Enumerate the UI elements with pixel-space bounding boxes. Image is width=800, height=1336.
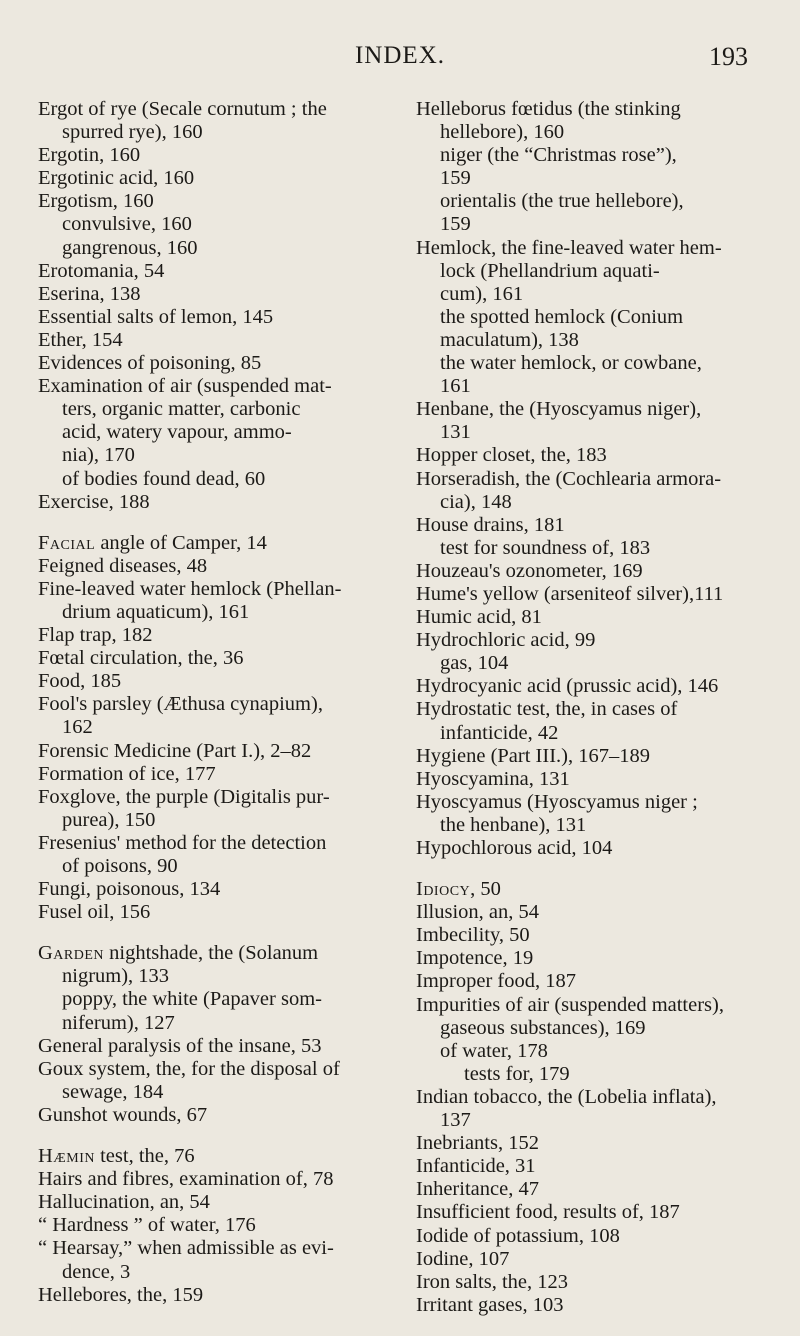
index-entry: Humic acid, 81 xyxy=(416,606,542,629)
index-subentry: the spotted hemlock (Conium xyxy=(440,305,684,328)
section-gap xyxy=(416,860,788,878)
entry-text: , 50 xyxy=(470,878,501,901)
index-entry: Improper food, 187 xyxy=(416,970,576,993)
index-subentry: infanticide, 42 xyxy=(440,721,559,744)
index-column-right xyxy=(416,98,788,1317)
index-entry: Hairs and fibres, examination of, 78 xyxy=(38,1168,334,1191)
index-entry: Hydrocyanic acid (prussic acid), 146 xyxy=(416,675,719,698)
page-number: 193 xyxy=(709,42,748,71)
index-subentry: hellebore), 160 xyxy=(440,121,565,144)
index-entry: Hydrostatic test, the, in cases of xyxy=(416,698,678,721)
index-entry: “ Hearsay,” when admissible as evi- xyxy=(38,1237,334,1260)
index-entry: Fool's parsley (Æthusa cynapium), xyxy=(38,693,323,716)
index-entry: Hellebores, the, 159 xyxy=(38,1283,204,1306)
index-entry: Essential salts of lemon, 145 xyxy=(38,305,274,328)
index-entry: Inebriants, 152 xyxy=(416,1132,539,1155)
index-subentry: gas, 104 xyxy=(440,652,509,675)
index-entry: Flap trap, 182 xyxy=(38,624,153,647)
entry-text: nightshade, the (Solanum xyxy=(104,942,319,965)
index-entry xyxy=(38,1145,398,1168)
index-entry: House drains, 181 xyxy=(416,513,565,536)
index-entry: Henbane, the (Hyoscyamus niger), xyxy=(416,398,702,421)
index-entry: Ergotin, 160 xyxy=(38,144,141,167)
index-entry: Forensic Medicine (Part I.), 2–82 xyxy=(38,739,312,762)
index-column-left xyxy=(38,98,398,1307)
index-entry xyxy=(416,878,788,901)
index-entry: General paralysis of the insane, 53 xyxy=(38,1034,322,1057)
index-entry: Examination of air (suspended mat- xyxy=(38,375,332,398)
index-entry: Ether, 154 xyxy=(38,328,123,351)
index-subentry: lock (Phellandrium aquati- xyxy=(440,259,660,282)
index-subentry: nigrum), 133 xyxy=(62,965,170,988)
index-entry: Hyoscyamina, 131 xyxy=(416,767,570,790)
index-subentry: tests for, 179 xyxy=(464,1062,570,1085)
index-subentry: poppy, the white (Papaver som- xyxy=(62,988,322,1011)
index-entry: Hyoscyamus (Hyoscyamus niger ; xyxy=(416,790,698,813)
index-subentry: 131 xyxy=(440,421,471,444)
index-entry: Iron salts, the, 123 xyxy=(416,1270,569,1293)
index-subentry: cia), 148 xyxy=(440,490,512,513)
index-entry: Impotence, 19 xyxy=(416,947,534,970)
index-subentry: acid, watery vapour, ammo- xyxy=(62,421,292,444)
index-subentry: test for soundness of, 183 xyxy=(440,536,651,559)
index-entry: “ Hardness ” of water, 176 xyxy=(38,1214,256,1237)
index-entry: Fusel oil, 156 xyxy=(38,901,151,924)
index-entry: Fœtal circulation, the, 36 xyxy=(38,647,244,670)
index-subentry: drium aquaticum), 161 xyxy=(62,600,250,623)
index-subentry: the henbane), 131 xyxy=(440,813,587,836)
section-gap xyxy=(38,1127,398,1145)
entry-text: test, the, 76 xyxy=(94,1145,195,1168)
index-entry: Houzeau's ozonometer, 169 xyxy=(416,559,643,582)
index-subentry: niferum), 127 xyxy=(62,1011,175,1034)
index-subentry: nia), 170 xyxy=(62,444,135,467)
index-entry: Goux system, the, for the disposal of xyxy=(38,1057,340,1080)
index-entry: Hume's yellow (arseniteof silver),111 xyxy=(416,582,724,605)
index-entry: Irritant gases, 103 xyxy=(416,1293,564,1316)
index-subentry: dence, 3 xyxy=(62,1260,131,1283)
index-subentry: ters, organic matter, carbonic xyxy=(62,398,301,421)
index-subentry: sewage, 184 xyxy=(62,1080,164,1103)
index-entry: Evidences of poisoning, 85 xyxy=(38,352,262,375)
index-entry: Infanticide, 31 xyxy=(416,1155,536,1178)
index-subentry: of poisons, 90 xyxy=(62,855,178,877)
index-entry: Insufficient food, results of, 187 xyxy=(416,1201,680,1224)
page-header xyxy=(0,38,800,78)
index-entry xyxy=(38,532,398,555)
entry-text: angle of Camper, 14 xyxy=(95,531,267,554)
index-subentry: of water, 178 xyxy=(440,1039,548,1062)
index-subentry: 161 xyxy=(440,375,471,398)
index-entry: Impurities of air (suspended matters), xyxy=(416,993,724,1016)
index-entry: Exercise, 188 xyxy=(38,490,150,513)
index-entry: Fine-leaved water hemlock (Phellan- xyxy=(38,577,342,600)
page-title: INDEX. xyxy=(354,42,445,69)
section-gap xyxy=(38,924,398,942)
index-subentry: niger (the “Christmas rose”), xyxy=(440,144,677,167)
section-initial-word: Hæmin xyxy=(38,1145,95,1168)
index-entry: Indian tobacco, the (Lobelia inflata), xyxy=(416,1085,717,1108)
index-entry: Food, 185 xyxy=(38,670,122,693)
index-subentry: 162 xyxy=(62,716,93,739)
index-entry: Iodide of potassium, 108 xyxy=(416,1224,620,1247)
index-entry: Iodine, 107 xyxy=(416,1247,510,1270)
index-entry: Ergotinic acid, 160 xyxy=(38,167,195,190)
section-initial-word: Idiocy xyxy=(416,878,471,901)
index-entry: Eserina, 138 xyxy=(38,282,141,305)
index-subentry: 159 xyxy=(440,213,471,236)
index-entry: Fresenius' method for the detection xyxy=(38,831,327,854)
index-entry: Hydrochloric acid, 99 xyxy=(416,629,596,652)
index-subentry: the water hemlock, or cowbane, xyxy=(440,352,702,375)
index-subentry: of bodies found dead, 60 xyxy=(62,467,266,490)
index-entry: Fungi, poisonous, 134 xyxy=(38,878,221,901)
index-entry: Illusion, an, 54 xyxy=(416,901,539,924)
section-initial-word: Facial xyxy=(38,531,96,554)
index-subentry: 137 xyxy=(440,1109,471,1132)
index-entry: Horseradish, the (Cochlearia armora- xyxy=(416,467,722,490)
index-entry: Ergotism, 160 xyxy=(38,190,154,213)
index-entry: Helleborus fœtidus (the stinking xyxy=(416,98,681,120)
index-subentry: maculatum), 138 xyxy=(440,328,579,351)
section-gap xyxy=(38,514,398,532)
index-entry: Hallucination, an, 54 xyxy=(38,1191,210,1214)
index-entry: Gunshot wounds, 67 xyxy=(38,1103,208,1126)
index-subentry: purea), 150 xyxy=(62,808,156,831)
index-entry: Hopper closet, the, 183 xyxy=(416,444,607,467)
index-entry: Ergot of rye (Secale cornutum ; the xyxy=(38,98,327,120)
index-entry: Imbecility, 50 xyxy=(416,924,530,947)
index-entry: Feigned diseases, 48 xyxy=(38,554,208,577)
index-subentry: cum), 161 xyxy=(440,282,524,305)
index-subentry: orientalis (the true hellebore), xyxy=(440,190,684,213)
index-subentry: gangrenous, 160 xyxy=(62,236,198,259)
index-entry: Foxglove, the purple (Digitalis pur- xyxy=(38,785,330,808)
index-entry: Erotomania, 54 xyxy=(38,259,165,282)
index-entry: Formation of ice, 177 xyxy=(38,762,216,785)
index-entry: Hemlock, the fine-leaved water hem- xyxy=(416,236,722,259)
section-initial-word: Garden xyxy=(38,942,105,965)
index-subentry: 159 xyxy=(440,167,471,190)
index-entry: Inheritance, 47 xyxy=(416,1178,539,1201)
index-entry xyxy=(38,942,398,965)
index-subentry: spurred rye), 160 xyxy=(62,121,203,144)
index-entry: Hypochlorous acid, 104 xyxy=(416,837,613,859)
index-subentry: gaseous substances), 169 xyxy=(440,1016,646,1039)
index-subentry: convulsive, 160 xyxy=(62,213,192,236)
index-entry: Hygiene (Part III.), 167–189 xyxy=(416,744,650,767)
